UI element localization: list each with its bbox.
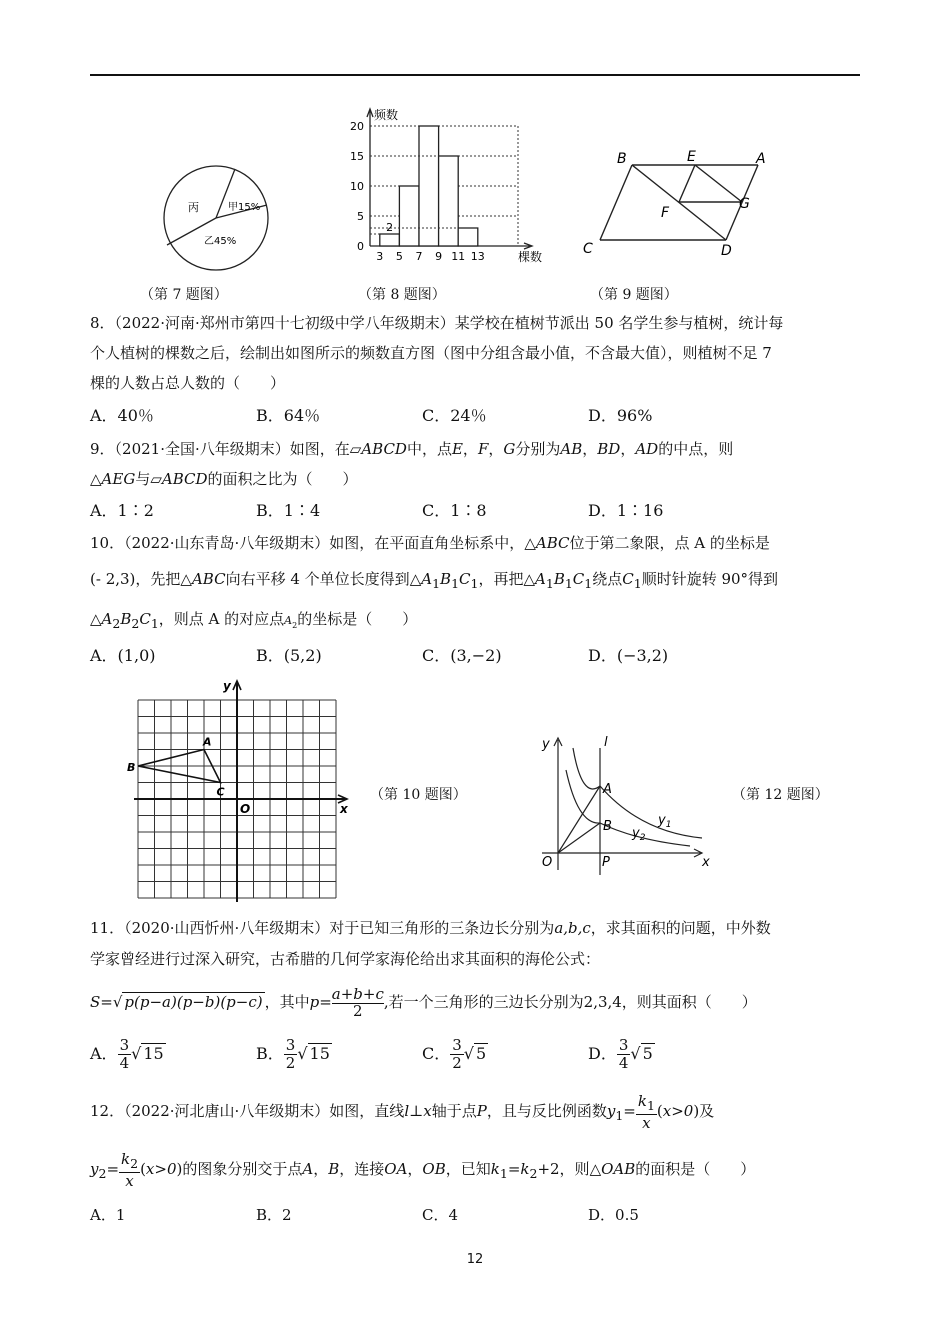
histogram-bar [458, 228, 478, 246]
caption-fig7: （第 7 题图） [140, 287, 228, 303]
q11-line-2: 学家曾经进行过深入研究，古希腊的几何学家海伦给出求其面积的海伦公式： [90, 950, 601, 968]
segment-OB [558, 823, 600, 853]
q11-option-d: D． $\frac{3}{4}$ √ 5 [588, 1036, 653, 1072]
y-tick-label: 15 [350, 150, 364, 163]
label-O: O [542, 855, 553, 870]
q12-option-b: B．2 [256, 1206, 292, 1224]
segment-BC [600, 165, 632, 240]
x-tick-label: 3 [376, 250, 384, 263]
q10-option-b: B．(5,2) [256, 646, 322, 665]
fig12-function-graph [530, 730, 720, 875]
pie-label-jia: 甲15% [228, 202, 261, 213]
q11-option-a: A． $\frac{3}{4}$ √ 15 [90, 1036, 164, 1072]
caption-fig10: （第 10 题图） [370, 787, 467, 803]
x-tick-label: 5 [395, 250, 403, 263]
q9-option-d: D．1∶16 [588, 501, 664, 520]
label-D: D [721, 243, 732, 259]
y-tick-label: 0 [357, 240, 364, 253]
segment-EG [695, 165, 742, 202]
y-tick-label: 10 [350, 180, 364, 193]
histogram-bar [439, 156, 459, 246]
label-A: A [603, 782, 612, 797]
q10-line-1: 10．（2022·山东青岛·八年级期末）如图，在平面直角坐标系中，△ABC位于第二象限，点 A 的坐标是 [90, 534, 770, 552]
label-F: F [661, 205, 670, 221]
label-y: y [542, 737, 550, 752]
label-x: x [702, 855, 710, 870]
x-tick-label: 11 [451, 250, 466, 263]
q11-line-1: 11．（2020·山西忻州·八年级期末）对于已知三角形的三条边长分别为a,b,c，求其面积的问题，中外数 [90, 919, 771, 937]
q11-option-b: B． $\frac{3}{2}$ √ 15 [256, 1036, 330, 1072]
q8-line-1: 8．（2022·河南·郑州市第四十七初级中学八年级期末）某学校在植树节派出 50 名学生参与植树，统计每 [90, 314, 784, 332]
q11-option-c: C． $\frac{3}{2}$ √ 5 [422, 1036, 487, 1072]
label-O: O [240, 802, 251, 816]
fig10-coordinate-grid [128, 678, 358, 898]
q9-option-b: B．1∶4 [256, 501, 321, 520]
q9-line-2: △AEG与▱ABCD的面积之比为（ ） [90, 470, 358, 488]
segment-OA [558, 786, 600, 853]
label-G: G [739, 196, 750, 212]
x-tick-label: 7 [415, 250, 423, 263]
label-P: P [602, 855, 610, 870]
fig9-parallelogram [575, 145, 775, 265]
label-A: A [203, 735, 212, 749]
q12-line-1: 12．（2022·河北唐山·八年级期末）如图，直线l⊥x轴于点P，且与反比例函数$y_1=$ $\frac{k_1}{x}(x>0)$及 [90, 1091, 715, 1132]
q10-option-a: A．(1,0) [90, 646, 156, 665]
label-x: x [340, 802, 348, 816]
curve-y1 [573, 748, 702, 838]
q9-line-1: 9．（2021·全国·八年级期末）如图，在▱ABCD中，点E，F，G分别为AB，BD，AD的中点，则 [90, 440, 734, 458]
pie-label-yi: 乙45% [204, 236, 237, 247]
pie-label-bing: 丙 [188, 201, 199, 214]
q12-option-d: D．0.5 [588, 1206, 639, 1224]
q8-option-c: C．24％ [422, 406, 487, 425]
q9-option-a: A．1∶2 [90, 501, 154, 520]
label-y1: $y_1$ [658, 813, 672, 830]
header-rule [90, 74, 860, 76]
q12-line-2: $y_2=$ $\frac{k_2}{x}(x>0)$的图象分别交于点A，B，连接OA，OB，已知$k_1=k_2+2$，则△OAB的面积是（ ） [90, 1149, 756, 1190]
q8-line-2: 个人植树的棵数之后，绘制出如图所示的频数直方图（图中分组含最小值，不含最大值），则植树不足 7 [90, 344, 772, 362]
q10-line-2: (- 2,3)，先把△ABC向右平移 4 个单位长度得到$\triangle A_1B_1C_1$，再把$\triangle A_1B_1C_1$绕点$C_1$顺时针旋转 90°得到 [90, 570, 779, 591]
x-tick-label: 13 [470, 250, 485, 263]
label-E: E [687, 149, 696, 165]
y-tick-label: 5 [357, 210, 364, 223]
label-A: A [756, 151, 766, 167]
q11-line-3: S=√ p(p−a)(p−b)(p−c) ，其中$p=\frac{a+b+c}{2}$ ,若一个三角形的三边长分别为2,3,4，则其面积（ ） [90, 985, 757, 1020]
label-C: C [583, 241, 593, 257]
y-axis-title: 频数 [374, 108, 399, 122]
histogram-bar [380, 234, 400, 246]
label-y: y [223, 679, 231, 693]
q8-option-d: D．96% [588, 406, 653, 425]
q10-option-d: D．(−3,2) [588, 646, 669, 665]
x-axis-title: 棵数 [518, 250, 543, 264]
label-B: B [127, 761, 136, 774]
label-B: B [617, 151, 627, 167]
label-l: l [604, 735, 608, 750]
y-tick-label: 20 [350, 120, 364, 133]
segment-EF [679, 165, 695, 202]
page-number: 12 [466, 1252, 484, 1267]
q9-option-c: C．1∶8 [422, 501, 487, 520]
fig8-histogram [340, 103, 550, 268]
label-y2: $y_2$ [632, 826, 646, 843]
q8-option-a: A．40％ [90, 406, 154, 425]
q8-line-3: 棵的人数占总人数的（ ） [90, 374, 286, 392]
q10-option-c: C．(3,−2) [422, 646, 502, 665]
histogram-bar [399, 186, 419, 246]
label-C: C [216, 785, 225, 799]
caption-fig12: （第 12 题图） [732, 787, 829, 803]
x-tick-label: 9 [435, 250, 443, 263]
q12-option-c: C．4 [422, 1206, 459, 1224]
bar-data-label: 2 [386, 221, 394, 234]
q8-option-b: B．64％ [256, 406, 321, 425]
label-B: B [603, 819, 612, 834]
fig7-pie-chart [160, 168, 275, 268]
caption-fig9: （第 9 题图） [590, 287, 678, 303]
q10-line-3: $\triangle A_2B_2C_1$，则点 A 的对应点$A_2$的坐标是（ ） [90, 610, 418, 631]
q12-option-a: A．1 [90, 1206, 126, 1224]
caption-fig8: （第 8 题图） [358, 287, 446, 303]
